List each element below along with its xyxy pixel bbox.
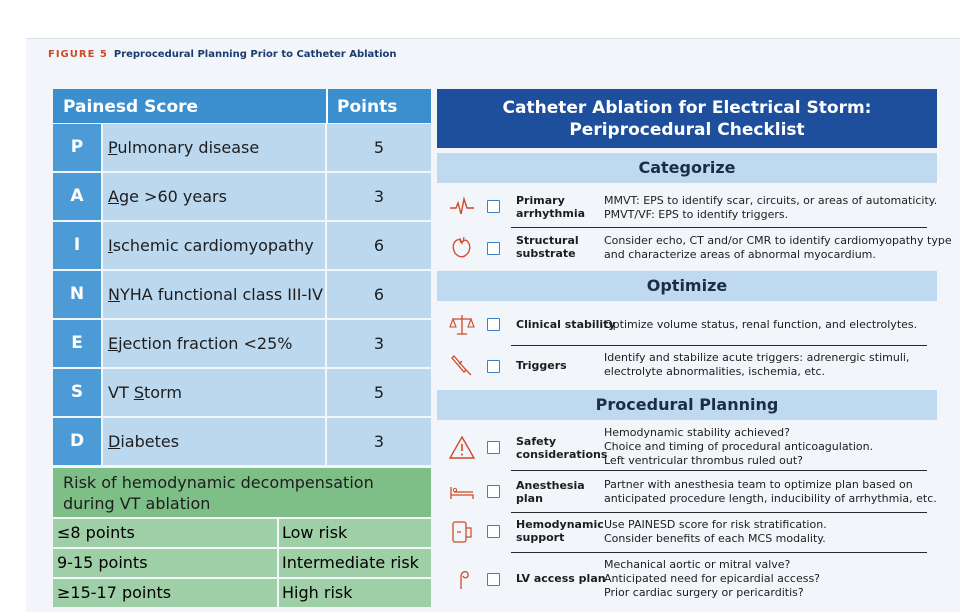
warning-icon xyxy=(449,435,475,461)
section-procedural-planning: Procedural Planning xyxy=(437,390,937,420)
table-row xyxy=(53,271,431,318)
ecg-icon xyxy=(449,194,475,220)
row-points: 3 xyxy=(327,173,431,220)
checklist-title-line2: Periprocedural Checklist xyxy=(569,120,805,140)
item-desc-line: Optimize volume status, renal function, and electrolytes. xyxy=(604,318,918,331)
scale-icon xyxy=(449,312,475,338)
checklist-checkbox[interactable] xyxy=(487,360,500,373)
trigger-icon xyxy=(449,352,475,378)
item-desc-line: Consider echo, CT and/or CMR to identify cardiomyopathy type xyxy=(604,234,952,247)
header-divider xyxy=(326,89,328,123)
checklist-item xyxy=(437,553,937,603)
risk-row xyxy=(53,519,431,547)
table-row xyxy=(53,369,431,416)
item-label: Safety considerations xyxy=(516,435,608,461)
item-desc-line: PMVT/VF: EPS to identify triggers. xyxy=(604,208,789,221)
checklist-item xyxy=(437,513,937,553)
risk-range: ≥15-17 points xyxy=(53,579,277,607)
table-row xyxy=(53,124,431,171)
row-criterion: Ischemic cardiomyopathy xyxy=(103,222,325,269)
table-row xyxy=(53,418,431,465)
row-letter: E xyxy=(53,320,101,367)
heart-icon xyxy=(449,234,475,260)
row-criterion: Age >60 years xyxy=(103,173,325,220)
row-letter: A xyxy=(53,173,101,220)
row-criterion: Ejection fraction <25% xyxy=(103,320,325,367)
item-label: Triggers xyxy=(516,359,567,372)
points-header: Points xyxy=(337,97,398,117)
checklist-item xyxy=(437,471,937,513)
item-desc-line: Identify and stabilize acute triggers: adrenergic stimuli, xyxy=(604,351,910,364)
row-letter: D xyxy=(53,418,101,465)
item-desc-line: Anticipated need for epicardial access? xyxy=(604,572,821,585)
row-points: 5 xyxy=(327,124,431,171)
risk-title: Risk of hemodynamic decompensation during VT ablation xyxy=(63,473,374,513)
checklist-item xyxy=(437,228,952,270)
risk-row xyxy=(53,549,431,577)
item-label: Hemodynamic support xyxy=(516,518,604,544)
item-desc-line: Choice and timing of procedural anticoagulation. xyxy=(604,440,874,453)
table-row xyxy=(53,222,431,269)
risk-level: Intermediate risk xyxy=(279,549,431,577)
item-desc-line: Consider benefits of each MCS modality. xyxy=(604,532,826,545)
risk-row xyxy=(53,579,431,607)
item-desc-line: Partner with anesthesia team to optimize plan based on xyxy=(604,478,913,491)
checklist-item xyxy=(437,423,937,471)
row-letter: N xyxy=(53,271,101,318)
checklist-item xyxy=(437,304,937,346)
row-letter: I xyxy=(53,222,101,269)
item-desc-line: Hemodynamic stability achieved? xyxy=(604,426,790,439)
row-points: 6 xyxy=(327,271,431,318)
table-row xyxy=(53,173,431,220)
risk-level: High risk xyxy=(279,579,431,607)
item-label: Anesthesia plan xyxy=(516,479,585,505)
pump-icon xyxy=(449,519,475,545)
item-desc-line: Use PAINESD score for risk stratification. xyxy=(604,518,827,531)
row-points: 3 xyxy=(327,418,431,465)
row-criterion: Diabetes xyxy=(103,418,325,465)
checklist-item xyxy=(437,346,937,388)
risk-level: Low risk xyxy=(279,519,431,547)
checklist-checkbox[interactable] xyxy=(487,200,500,213)
risk-range: 9-15 points xyxy=(53,549,277,577)
item-desc-line: Prior cardiac surgery or pericarditis? xyxy=(604,586,804,599)
section-categorize: Categorize xyxy=(437,153,937,183)
row-letter: S xyxy=(53,369,101,416)
item-label: Clinical stability xyxy=(516,318,616,331)
row-criterion: VT Storm xyxy=(103,369,325,416)
item-desc-line: Left ventricular thrombus ruled out? xyxy=(604,454,804,467)
bed-icon xyxy=(449,479,475,505)
checklist-checkbox[interactable] xyxy=(487,441,500,454)
figure-title xyxy=(48,49,397,60)
item-label: Primary arrhythmia xyxy=(516,194,586,220)
section-optimize: Optimize xyxy=(437,271,937,301)
table-row xyxy=(53,320,431,367)
row-criterion: Pulmonary disease xyxy=(103,124,325,171)
row-points: 3 xyxy=(327,320,431,367)
row-letter: P xyxy=(53,124,101,171)
risk-range: ≤8 points xyxy=(53,519,277,547)
row-points: 5 xyxy=(327,369,431,416)
checklist-checkbox[interactable] xyxy=(487,318,500,331)
item-desc-line: electrolyte abnormalities, ischemia, etc. xyxy=(604,365,825,378)
item-desc-line: MMVT: EPS to identify scar, circuits, or areas of automaticity. xyxy=(604,194,938,207)
risk-header xyxy=(53,468,431,517)
checklist-checkbox[interactable] xyxy=(487,242,500,255)
score-header: Painesd Score xyxy=(63,97,199,117)
row-criterion: NYHA functional class III-IV xyxy=(103,271,325,318)
checklist-checkbox[interactable] xyxy=(487,485,500,498)
checklist-title-line1: Catheter Ablation for Electrical Storm: xyxy=(502,98,872,118)
catheter-icon xyxy=(449,565,475,591)
item-label: LV access plan xyxy=(516,572,606,585)
item-desc-line: Mechanical aortic or mitral valve? xyxy=(604,558,791,571)
checklist-checkbox[interactable] xyxy=(487,573,500,586)
figure-caption: Preprocedural Planning Prior to Catheter Ablation xyxy=(113,49,397,60)
row-points: 6 xyxy=(327,222,431,269)
figure-label: FIGURE 5 xyxy=(48,49,108,60)
item-desc-line: anticipated procedure length, inducibility of arrhythmia, etc. xyxy=(604,492,937,505)
item-label: Structural substrate xyxy=(516,234,579,260)
checklist-checkbox[interactable] xyxy=(487,525,500,538)
item-desc-line: and characterize areas of abnormal myocardium. xyxy=(604,248,876,261)
checklist-item xyxy=(437,186,937,228)
painesd-header xyxy=(53,89,431,123)
checklist-title xyxy=(437,89,937,148)
